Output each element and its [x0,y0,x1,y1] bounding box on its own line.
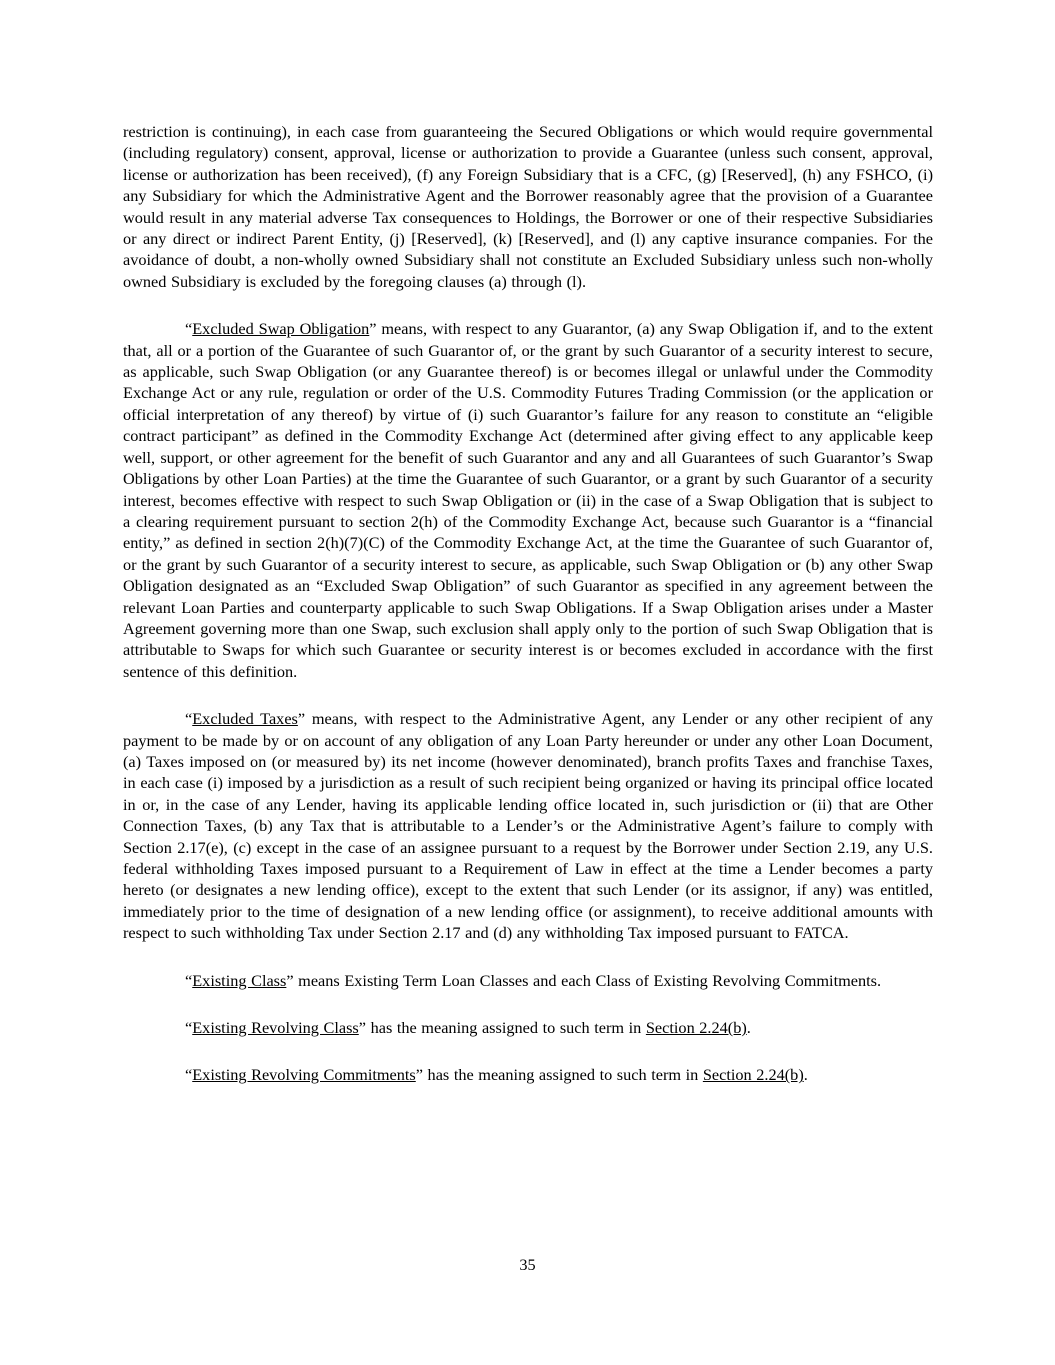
open-quote: “ [185,1065,193,1085]
definition-existing-class [123,970,933,991]
paragraph-continuation [123,121,933,292]
paragraph-text: . [746,1018,751,1038]
paragraph-text: ” has the meaning assigned to such term in [358,1018,646,1038]
open-quote: “ [185,1018,193,1038]
defined-term: Existing Revolving Class [192,1018,359,1038]
defined-term: Excluded Swap Obligation [192,319,370,339]
page-content [123,121,933,1112]
defined-term: Existing Revolving Commitments [192,1065,416,1085]
definition-existing-revolving-class [123,1017,933,1038]
page-number: 35 [519,1255,536,1274]
paragraph-text: ” has the meaning assigned to such term in [415,1065,703,1085]
paragraph-text: ” means, with respect to any Guarantor, (a) any Swap Obligation if, and to the extent that, all or a portion of the Guarantee of such Guarantor of, or the grant by such Guarantor of a security interest to secure, as applicable, such Swap Obligation (or any Guarantee thereof) is or becomes illegal or unlawful under the Commodity Exchange Act or any rule, regulation or order of the U.S. Commodity Futures Trading Commission (or the application or official interpretation of any thereof) by virtue of (i) such Guarantor’s failure for any reason to constitute an “eligible contract participant” as defined in the Commodity Exchange Act (determined after giving effect to any applicable keep well, support, or other agreement for the benefit of such Guarantor and any and all Guarantees of such Guarantor’s Swap Obligations by other Loan Parties) at the time the Guarantee of such Guarantor, or a grant by such Guarantor of a security interest, becomes effective with respect to such Swap Obligation or (ii) in the case of a Swap Obligation that is subject to a clearing requirement pursuant to section 2(h) of the Commodity Exchange Act, because such Guarantor is a “financial entity,” as defined in section 2(h)(7)(C) of the Commodity Exchange Act, at the time the Guarantee of such Guarantor of, or the grant by such Guarantor of a security interest to secure, as applicable, such Swap Obligation or (b) any other Swap Obligation designated as an “Excluded Swap Obligation” of such Guarantor as specified in any agreement between the relevant Loan Parties and counterparty applicable to such Swap Obligations. If a Swap Obligation arises under a Master Agreement governing more than one Swap, such exclusion shall apply only to the portion of such Swap Obligation that is attributable to Swaps for which such Guarantee or security interest is or becomes excluded in accordance with the first sentence of this definition. [123,319,933,681]
paragraph-text: ” means, with respect to the Administrative Agent, any Lender or any other recipient of any payment to be made by or on account of any obligation of any Loan Party hereunder or under any other Loan Document, (a) Taxes imposed on (or measured by) its net income (however denominated), branch profits Taxes and franchise Taxes, in each case (i) imposed by a jurisdiction as a result of such recipient being organized or having its principal office located in or, in the case of any Lender, having its applicable lending office located in, such jurisdiction or (ii) that are Other Connection Taxes, (b) any Tax that is attributable to a Lender’s or the Administrative Agent’s failure to comply with Section 2.17(e), (c) except in the case of an assignee pursuant to a request by the Borrower under Section 2.19, any U.S. federal withholding Taxes imposed pursuant to a Requirement of Law in effect at the time a Lender becomes a party hereto (or designates a new lending office), except to the extent that such Lender (or its assignor, if any) was entitled, immediately prior to the time of designation of a new lending office (or assignment), to receive additional amounts with respect to such withholding Tax under Section 2.17 and (d) any withholding Tax imposed pursuant to FATCA. [123,709,934,943]
open-quote: “ [185,319,193,339]
definition-excluded-taxes [123,708,933,943]
definition-existing-revolving-commitments [123,1064,933,1085]
paragraph-text: . [803,1065,808,1085]
section-reference: Section 2.24(b) [645,1018,747,1038]
defined-term: Existing Class [192,970,287,990]
definition-excluded-swap-obligation [123,318,933,682]
open-quote: “ [185,709,193,729]
section-reference: Section 2.24(b) [702,1065,804,1085]
open-quote: “ [185,970,193,990]
defined-term: Excluded Taxes [192,709,298,729]
paragraph-text: ” means Existing Term Loan Classes and each Class of Existing Revolving Commitments. [286,970,882,990]
paragraph-text: restriction is continuing), in each case from guaranteeing the Secured Obligations or which would require governmental (including regulatory) consent, approval, license or authorization to provide a Guarantee (unless such consent, approval, license or authorization has been received), (f) any Foreign Subsidiary that is a CFC, (g) [Reserved], (h) any FSHCO, (i) any Subsidiary for which the Administrative Agent and the Borrower reasonably agree that the provision of a Guarantee would result in any material adverse Tax consequences to Holdings, the Borrower or one of their respective Subsidiaries or any direct or indirect Parent Entity, (j) [Reserved], (k) [Reserved], and (l) any captive insurance companies. For the avoidance of doubt, a non-wholly owned Subsidiary shall not constitute an Excluded Subsidiary unless such non-wholly owned Subsidiary is excluded by the foregoing clauses (a) through (l). [123,122,933,291]
